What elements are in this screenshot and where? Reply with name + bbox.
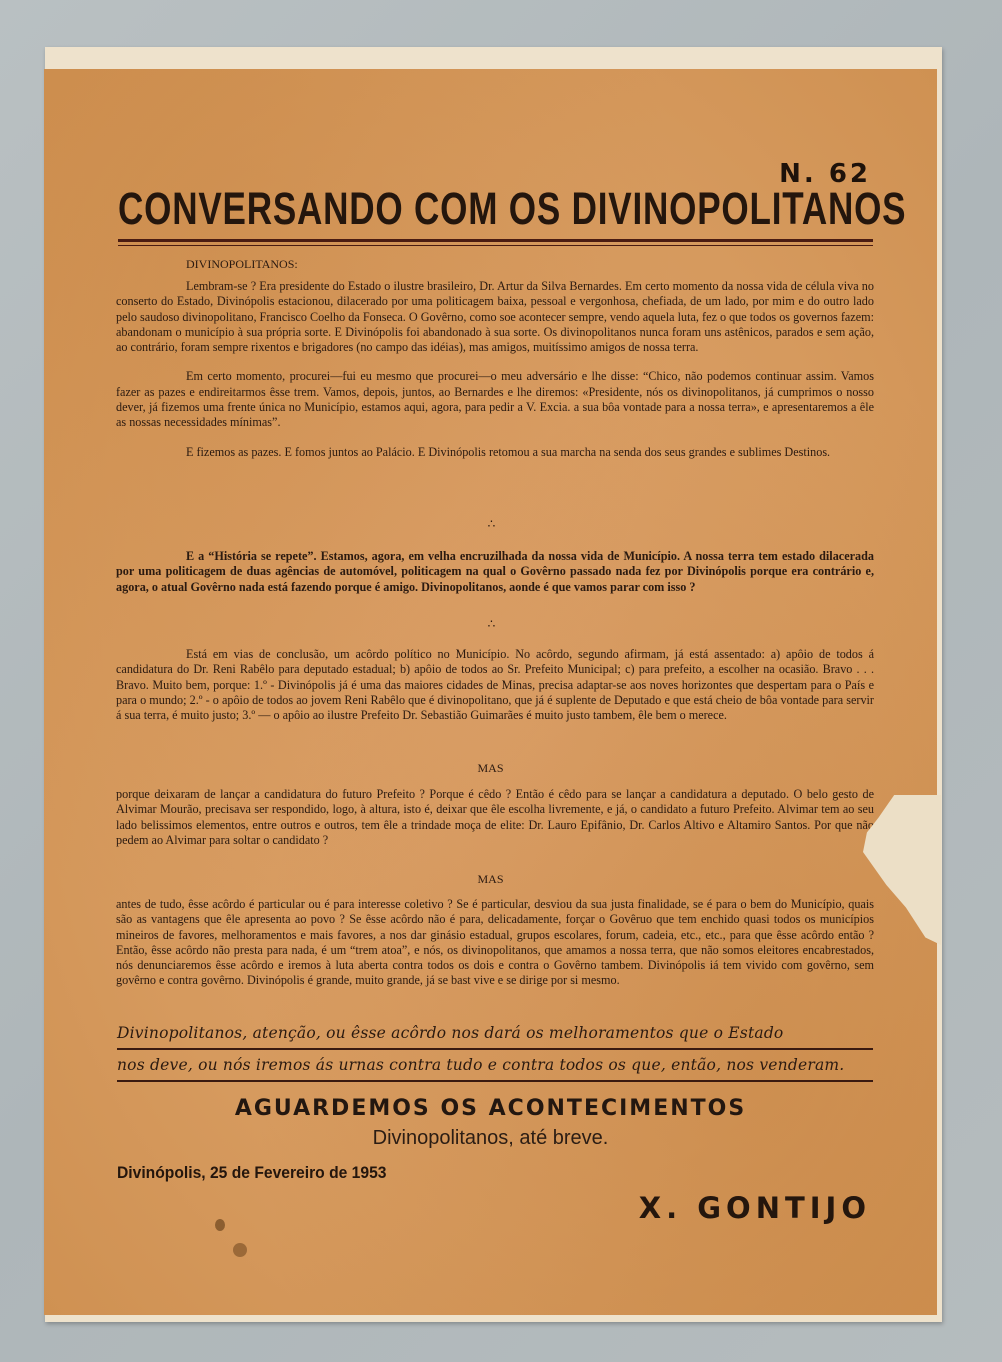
appeal-rule-2 bbox=[117, 1080, 873, 1082]
appeal-line-2: nos deve, ou nós iremos ás urnas contra tudo e contra todos os que, então, nos venderam. bbox=[117, 1056, 845, 1074]
closing-subline: Divinopolitanos, até breve. bbox=[372, 1127, 609, 1149]
masthead-title: CONVERSANDO COM OS DIVINOPOLITANOS bbox=[118, 183, 907, 234]
body-section-3 bbox=[116, 647, 874, 737]
mas-heading-2: MAS bbox=[477, 872, 504, 886]
salutation: DIVINOPOLITANOS: bbox=[186, 257, 298, 271]
paragraph-7: antes de tudo, êsse acôrdo é particular ou é para interesse coletivo ? Se é particular, desviou da sua justa finalidade, se é para o bem do Município, quais são as vantagens que êle apresenta ao povo ? Se êsse acôrdo não é para, delicadamente, forçar o Govêruo que tem enchido quasi todos os municípios mineiros de favores, melhoramentos e mais favores, a nos dar ginásio estadual, grupos escolares, forum, cadeia, etc., etc., para que êsse acôrdo então ? Então, êsse acôrdo não presta para nada, é um “trem atoa”, e nós, os divinopolitanos, que amamos a nossa terra, que não somos eleitores encabrestados, nós denunciaremos êsse acôrdo e iremos à luta aberta contra todos os dois e contra o Govêrno tambem. Divinópolis iá tem vivido com govêrno, sem govêrno e contra govêrno. Divinópolis é grande, muito grande, já se bast vive e se dirige por si mesmo. bbox=[116, 897, 874, 988]
stain-spot bbox=[215, 1219, 225, 1231]
paragraph-5: Está em vias de conclusão, um acôrdo político no Município. No acôrdo, segundo afirmam, já está assentado: a) apôio de todos á candidatura do Dr. Reni Rabêlo para deputado estadual; b) apôio de todos ao Sr. Prefeito Municipal; c) para prefeito, a escolher na ocasião. Bravo . . . Bravo. Muito bem, porque: 1.º - Divinópolis já é uma das maiores cidades de Minas, precisa adaptar-se aos noves horizontes que despertam para o País e para o mundo; 2.º - o apôio de todos ao jovem Reni Rabêlo que é divinopolitano, que já é suplente de Deputado e que está cheio de bôa vontade para servir á sua terra, é muito justo; 3.º — o apôio ao ilustre Prefeito Dr. Sebastião Guimarães é muito justo tambem, êle bem o merece. bbox=[116, 647, 874, 723]
body-section-4 bbox=[116, 787, 874, 862]
paragraph-4: E a “História se repete”. Estamos, agora, em velha encruzilhada da nossa vida de Município. A nossa terra tem estado dilacerada por uma politicagem de duas agências de automóvel, politicagem na qual o Govêrno passado nada fez por Divinópolis porque era contrário e, agora, o atual Govêrno nada está fazendo porque é amigo. Divinopolitanos, aonde é que vamos parar com isso ? bbox=[116, 549, 874, 594]
paragraph-3: E fizemos as pazes. E fomos juntos ao Palácio. E Divinópolis retomou a sua marcha na senda dos seus grandes e sublimes Destinos. bbox=[186, 444, 831, 459]
paragraph-2: Em certo momento, procurei—fui eu mesmo que procurei—o meu adversário e lhe disse: “Chico, não podemos continuar assim. Vamos fazer as pazes e endireitarmos êsse trem. Vamos, depois, juntos, ao Bernardes e lhe diremos: «Presidente, nós os divinopolitanos, já cumprimos o nosso dever, já fizemos uma frente única no Município, estamos aqui, agora, para pedir a V. Excia. a sua bôa vontade para a nossa terra», e apresentaremos a êle as nossas necessidades mínimas”. bbox=[116, 369, 874, 430]
masthead-rule-thick bbox=[118, 239, 873, 242]
stain-spot bbox=[233, 1243, 247, 1257]
mas-heading-1: MAS bbox=[477, 761, 504, 775]
body-section-2 bbox=[116, 549, 874, 609]
separator-ornament-2: ∴ bbox=[487, 617, 494, 631]
masthead-rule-thin bbox=[118, 245, 873, 246]
body-section-5 bbox=[116, 897, 874, 1003]
dateline: Divinópolis, 25 de Fevereiro de 1953 bbox=[117, 1163, 387, 1182]
body-section-1 bbox=[116, 279, 874, 474]
appeal-line-1: Divinopolitanos, atenção, ou êsse acôrdo nos dará os melhoramentos que o Estado bbox=[117, 1024, 784, 1042]
separator-ornament-1: ∴ bbox=[487, 517, 494, 531]
appeal-rule-1 bbox=[117, 1048, 873, 1050]
closing-headline: AGUARDEMOS OS ACONTECIMENTOS bbox=[234, 1096, 747, 1121]
paragraph-1: Lembram-se ? Era presidente do Estado o ilustre brasileiro, Dr. Artur da Silva Bernardes. Em certo momento da nossa vida de célula viva no conserto do Estado, Divinópolis estacionou, dilacerado por uma politicagem baixa, pessoal e vergonhosa, chefiada, de um lado, por mim e do outro lado pelo saudoso divinopolitano, Francisco Coelho da Fonseca. O Govêrno, como soe acontecer sempre, vendo aquela luta, fez o que todos os governos fazem: abandonam o município à sua própria sorte. E Divinópolis foi abandonado à sua sorte. Os divinopolitanos nunca foram uns astênicos, parados e sem ação, ao contrário, foram sempre rixentos e brigadores (no campo das idéias), mas amigos, muitíssimo amigos de nossa terra. bbox=[116, 279, 874, 355]
signature: X. GONTIJO bbox=[638, 1191, 871, 1225]
paragraph-6: porque deixaram de lançar a candidatura do futuro Prefeito ? Porque é cêdo ? Então é cêdo para se lançar a candidatura a deputado. O belo gesto de Alvimar Mourão, precisava ser respondido, logo, à altura, isto é, deixar que êle escolha livremente, e já, o candidato a futuro Prefeito. Alvimar tem ao seu lado belissimos elementos, entre outros e outros, tem êle a trindade moça de elite: Dr. Lauro Epifânio, Dr. Carlos Altivo e Altamiro Santos. Por que não pedem ao Alvimar para soltar o candidato ? bbox=[116, 787, 874, 847]
leaflet-page bbox=[44, 69, 937, 1315]
issue-number: N. 62 bbox=[779, 159, 871, 189]
